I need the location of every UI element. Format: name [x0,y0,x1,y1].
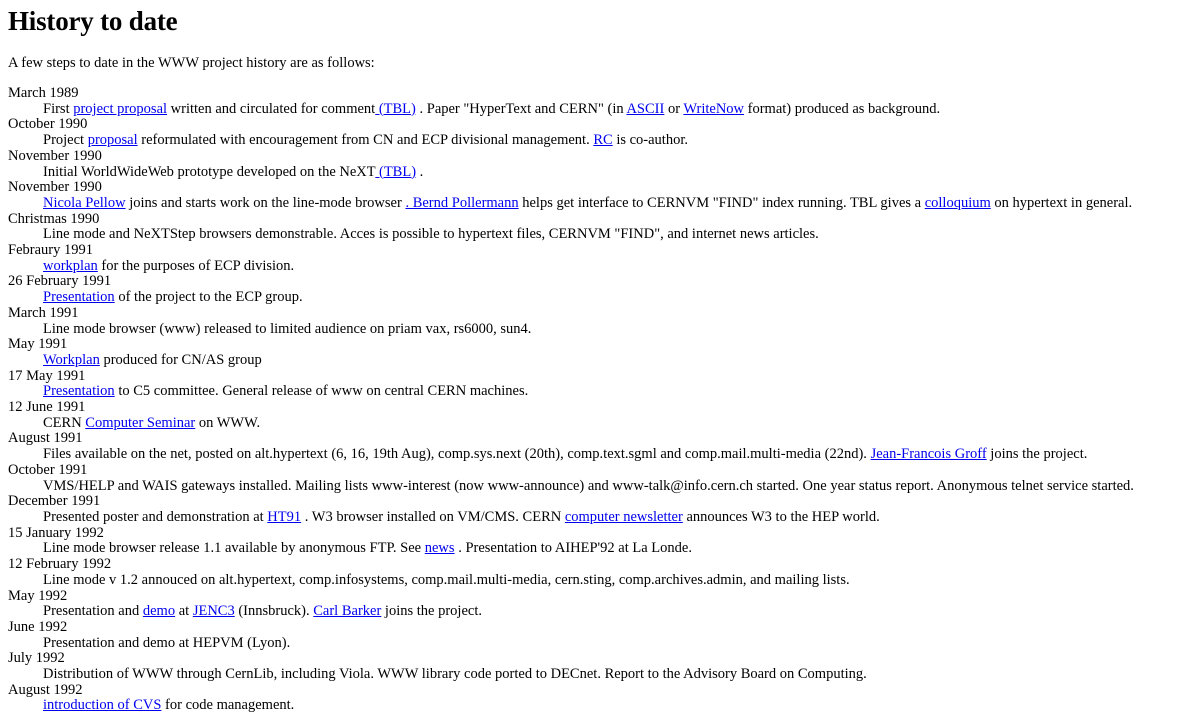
history-date: 12 June 1991 [8,399,86,416]
history-description [43,604,1192,620]
history-date: March 1991 [8,304,79,321]
history-date: Febraury 1991 [8,242,93,259]
history-text: . [416,163,424,180]
history-date: November 1990 [8,179,102,196]
history-text: Presentation and demo at HEPVM (Lyon). [43,634,291,651]
history-description [43,196,1192,212]
history-date: May 1991 [8,336,68,353]
history-link[interactable]: Presentation [43,383,115,400]
history-text: Files available on the net, posted on alt.hypertext (6, 16, 19th Aug), comp.sys.next (20th), comp.text.sgml and comp.mail.multi-media (22nd). [43,446,871,463]
history-description [43,416,1192,432]
history-description [43,165,1192,181]
history-description [43,259,1192,275]
history-description [43,698,1192,714]
history-list [8,86,1192,714]
history-text: joins and starts work on the line-mode browser [125,194,406,211]
history-link[interactable]: (TBL) [375,100,416,117]
page [0,4,1200,714]
history-link[interactable]: WriteNow [683,100,745,117]
history-date: October 1990 [8,116,88,133]
history-link[interactable]: ASCII [626,100,665,117]
history-text: Initial WorldWideWeb prototype developed on the NeXT [43,163,376,180]
history-link[interactable]: Nicola Pellow [43,194,126,211]
page-title: History to date [8,6,178,36]
history-date: June 1992 [8,618,68,635]
history-link[interactable]: JENC3 [192,603,235,620]
history-text: on hypertext in general. [990,194,1133,211]
history-text: at [175,603,193,620]
history-text: to C5 committee. General release of www on central CERN machines. [114,383,529,400]
history-text: joins the project. [986,446,1088,463]
history-text: format) produced as background. [744,100,941,117]
history-description [43,479,1192,495]
history-text: Presented poster and demonstration at [43,508,268,525]
history-description [43,227,1192,243]
history-text: Project [43,132,88,149]
intro-text: A few steps to date in the WWW project history are as follows: [8,55,375,71]
history-description [43,133,1192,149]
history-text: (Innsbruck). [234,603,314,620]
history-text: Distribution of WWW through CernLib, including Viola. WWW library code ported to DECnet. Report to the Advisory Board on Computing. [43,666,867,683]
history-text: Line mode v 1.2 annouced on alt.hypertext, comp.infosystems, comp.mail.multi-media, cern.sting, comp.archives.admin, and mailing lists. [43,571,850,588]
history-link[interactable]: Carl Barker [313,603,382,620]
history-text: Presentation and [43,603,143,620]
history-description [43,573,1192,589]
history-description [43,636,1192,652]
history-text: helps get interface to CERNVM "FIND" index running. TBL gives a [518,194,925,211]
history-link[interactable]: . Bernd Pollermann [405,194,519,211]
history-date: December 1991 [8,493,101,510]
history-text: Line mode browser (www) released to limited audience on priam vax, rs6000, sun4. [43,320,532,337]
history-link[interactable]: demo [142,603,176,620]
history-text: CERN [43,414,86,431]
history-date: May 1992 [8,587,68,604]
history-text: reformulated with encouragement from CN and ECP divisional management. [137,132,594,149]
history-date: 15 January 1992 [8,524,104,541]
history-text: joins the project. [381,603,482,620]
history-link[interactable]: introduction of CVS [43,697,162,714]
history-text: for the purposes of ECP division. [97,257,295,274]
history-text: Line mode browser release 1.1 available by anonymous FTP. See [43,540,425,557]
history-description [43,102,1192,118]
history-date: August 1992 [8,681,83,698]
history-date: November 1990 [8,147,102,164]
history-link[interactable]: Computer Seminar [85,414,196,431]
history-text: or [664,100,684,117]
history-text: for code management. [161,697,295,714]
history-description [43,290,1192,306]
history-date: July 1992 [8,650,65,667]
history-text: is co-author. [612,132,688,149]
history-text: written and circulated for comment [167,100,376,117]
history-text: VMS/HELP and WAIS gateways installed. Mailing lists www-interest (now www-announce) and www-talk@info.cern.ch started. One year status report. Anonymous telnet service started. [43,477,1134,494]
history-link[interactable]: RC [593,132,613,149]
history-description [43,667,1192,683]
history-description [43,447,1192,463]
history-text: on WWW. [195,414,261,431]
history-date: August 1991 [8,430,83,447]
history-link[interactable]: Workplan [43,351,100,368]
history-link[interactable]: Jean-Francois Groff [870,446,987,463]
history-text: . Presentation to AIHEP'92 at La Londe. [454,540,692,557]
history-link[interactable]: project proposal [73,100,168,117]
history-date: 12 February 1992 [8,556,112,573]
history-description [43,353,1192,369]
history-link[interactable]: news [424,540,455,557]
history-description [43,510,1192,526]
history-link[interactable]: (TBL) [375,163,417,180]
history-link[interactable]: proposal [87,132,138,149]
history-link[interactable]: workplan [43,257,98,274]
history-link[interactable]: computer newsletter [564,508,683,525]
history-date: March 1989 [8,85,79,101]
history-text: produced for CN/AS group [99,351,262,368]
history-link[interactable]: Presentation [43,289,115,306]
history-text: . Paper "HyperText and CERN" (in [415,100,627,117]
history-date: October 1991 [8,461,88,478]
history-text: Line mode and NeXTStep browsers demonstrable. Acces is possible to hypertext files, CERNVM "FIND", and internet news articles. [43,226,819,243]
history-description [43,541,1192,557]
history-text: First [43,100,74,117]
history-description [43,322,1192,338]
history-date: 17 May 1991 [8,367,86,384]
history-date: Christmas 1990 [8,210,100,227]
history-text: of the project to the ECP group. [114,289,303,306]
history-link[interactable]: colloquium [924,194,991,211]
history-date: 26 February 1991 [8,273,112,290]
history-link[interactable]: HT91 [267,508,302,525]
history-text: . W3 browser installed on VM/CMS. CERN [301,508,565,525]
history-text: announces W3 to the HEP world. [682,508,880,525]
history-description [43,384,1192,400]
